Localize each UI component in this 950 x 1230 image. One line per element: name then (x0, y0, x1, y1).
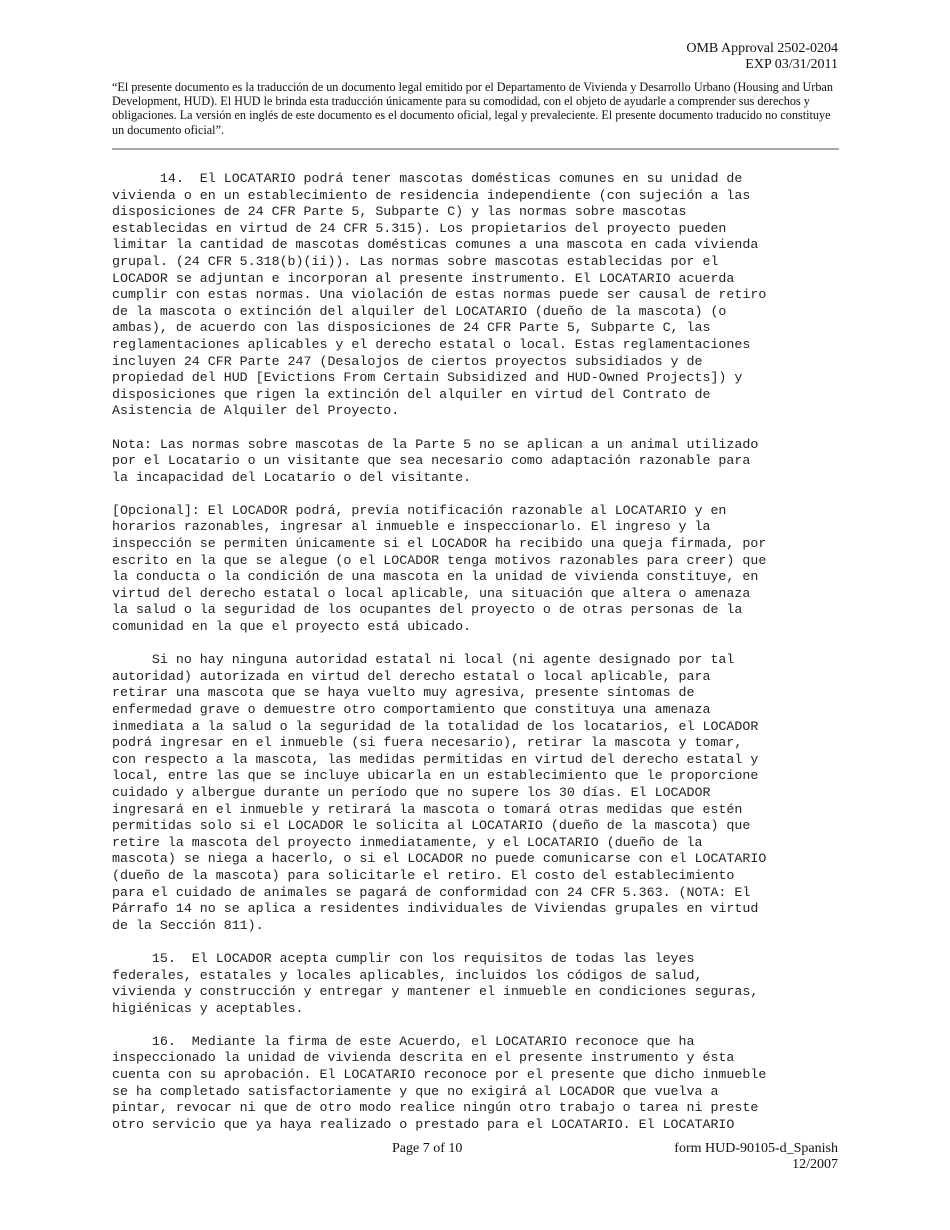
pet-removal-paragraph: Si no hay ninguna autoridad estatal ni local (ni agente designado por tal autoridad) autorizada en virtud del derecho estatal o local aplicable, para retirar una mascota que se haya vuelto muy agresiva, presente síntomas de enfermedad grave o demuestre otro comportamiento que constituya una amenaza inmediata a la salud o la seguridad de la totalidad de los locatarios, el LOCADOR podrá ingresar en el inmueble (si fuera necesario), retirar la mascota y tomar, con respecto a la mascota, las medidas permitidas en virtud del derecho estatal y local, entre las que se incluye ubicarla en un establecimiento que le proporcione cuidado y albergue durante un período que no supere los 30 días. El LOCADOR ingresará en el inmueble y retirará la mascota o tomará otras medidas que estén permitidas solo si el LOCADOR le solicita al LOCATARIO (dueño de la mascota) que retire la mascota del proyecto inmediatamente, y el LOCATARIO (dueño de la mascota) se niega a hacerlo, o si el LOCADOR no puede comunicarse con el LOCATARIO (dueño de la mascota) para solicitarle el retiro. El costo del establecimiento para el cuidado de animales se pagará de conformidad con 24 CFR 5.363. (NOTA: El Párrafo 14 no se aplica a residentes individuales de Viviendas grupales en virtud de la Sección 811). (112, 652, 767, 933)
form-date: 12/2007 (792, 1157, 838, 1172)
form-identifier (674, 1141, 838, 1173)
paragraph-14: 14. El LOCATARIO podrá tener mascotas domésticas comunes en su unidad de vivienda o en un establecimiento de residencia independiente (con sujeción a las disposiciones de 24 CFR Parte 5, Subparte C) y las normas sobre mascotas establecidas en virtud de 24 CFR 5.315). Los propietarios del proyecto pueden limitar la cantidad de mascotas domésticas comunes a una mascota en cada vivienda grupal. (24 CFR 5.318(b)(ii)). Las normas sobre mascotas establecidas por el LOCADOR se adjuntan e incorporan al presente instrumento. El LOCATARIO acuerda cumplir con estas normas. Una violación de estas normas puede ser causal de retiro de la mascota o extinción del alquiler del LOCATARIO (dueño de la mascota) (o ambas), de acuerdo con las disposiciones de 24 CFR Parte 5, Subparte C, las reglamentaciones aplicables y el derecho estatal o local. Estas reglamentaciones incluyen 24 CFR Parte 247 (Desalojos de ciertos proyectos subsidiados y de propiedad del HUD [Evictions From Certain Subsidized and HUD-Owned Projects]) y disposiciones que rigen la extinción del alquiler en virtud del Contrato de Asistencia de Alquiler del Proyecto. (112, 171, 767, 419)
omb-approval (686, 41, 838, 73)
paragraph-16: 16. Mediante la firma de este Acuerdo, el LOCATARIO reconoce que ha inspeccionado la unidad de vivienda descrita en el presente instrumento y ésta cuenta con su aprobación. El LOCATARIO reconoce por el presente que dicho inmueble se ha completado satisfactoriamente y que no exigirá al LOCADOR que vuelva a pintar, revocar ni que de otro modo realice ningún otro trabajo o tarea ni preste otro servicio que ya haya realizado o prestado para el LOCATARIO. El LOCATARIO (112, 1033, 767, 1132)
note-paragraph: Nota: Las normas sobre mascotas de la Parte 5 no se aplican a un animal utilizado por el Locatario o un visitante que sea necesario como adaptación razonable para la incapacidad del Locatario o del visitante. (112, 436, 759, 485)
document-body (112, 171, 852, 1150)
header-divider (112, 148, 839, 150)
optional-paragraph: [Opcional]: El LOCADOR podrá, previa notificación razonable al LOCATARIO y en horarios razonables, ingresar al inmueble e inspeccionarlo. El ingreso y la inspección se permiten únicamente si el LOCADOR ha recibido una queja firmada, por escrito en la que se alegue (o el LOCADOR tenga motivos razonables para creer) que la conducta o la condición de una mascota en la unidad de vivienda constituye, en virtud del derecho estatal o local aplicable, una situación que altera o amenaza la salud o la seguridad de los ocupantes del proyecto o de otras personas de la comunidad en la que el proyecto está ubicado. (112, 502, 767, 635)
omb-approval-number: OMB Approval 2502-0204 (686, 41, 838, 56)
page-number: Page 7 of 10 (392, 1141, 463, 1156)
translation-disclaimer: “El presente documento es la traducción de un documento legal emitido por el Departamento de Vivienda y Desarrollo Urbano (Housing and Urban Development, HUD). El HUD le brinda esta traducción únicamente para su comodidad, con el objeto de ayudarle a comprender sus derechos y obligaciones. La versión en inglés de este documento es el documento oficial, legal y prevaleciente. El presente documento traducido no constituye un documento oficial”. (112, 80, 833, 137)
paragraph-15: 15. El LOCADOR acepta cumplir con los requisitos de todas las leyes federales, estatales y locales aplicables, incluidos los códigos de salud, vivienda y construcción y entregar y mantener el inmueble en condiciones seguras, higiénicas y aceptables. (112, 950, 759, 1016)
omb-expiration: EXP 03/31/2011 (745, 57, 838, 72)
form-number: form HUD-90105-d_Spanish (674, 1141, 838, 1156)
